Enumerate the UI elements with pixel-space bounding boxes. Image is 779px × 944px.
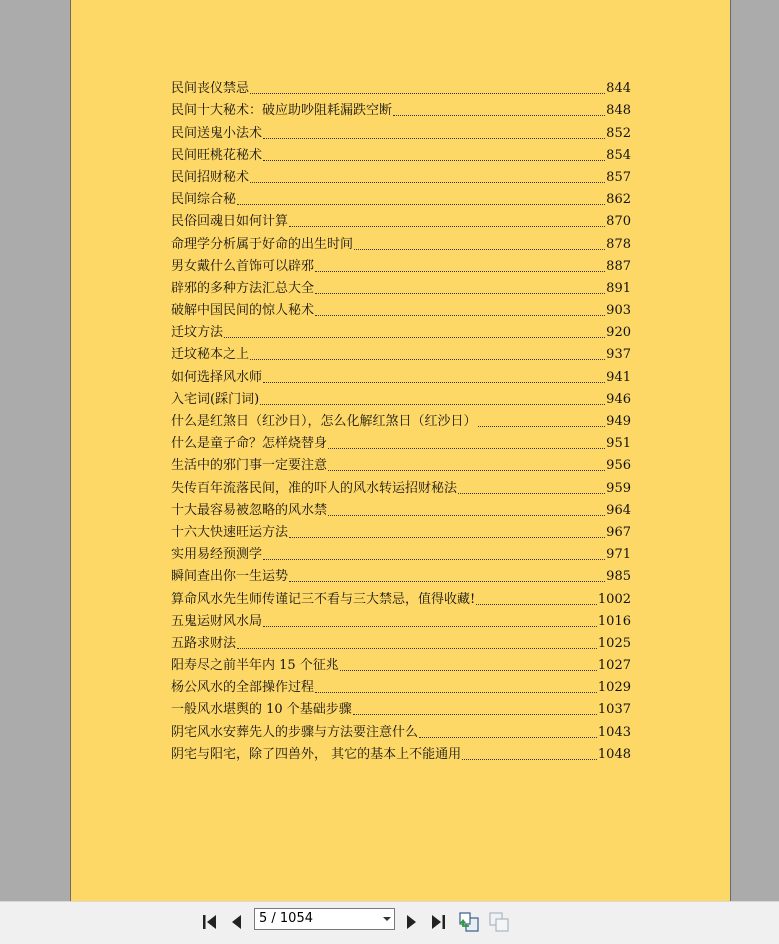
toc-entry[interactable] <box>171 78 631 100</box>
toc-entry-page: 857 <box>606 169 631 185</box>
toc-entry[interactable] <box>171 122 631 144</box>
toc-dot-leader <box>353 714 597 715</box>
toc-entry[interactable] <box>171 455 631 477</box>
toc-entry-page: 903 <box>606 303 631 319</box>
toc-dot-leader <box>328 515 605 516</box>
toc-entry-title: 瞬间查出你一生运势 <box>171 569 289 585</box>
toc-entry[interactable] <box>171 744 631 766</box>
toc-entry-title: 破解中国民间的惊人秘术 <box>171 303 315 319</box>
toc-entry[interactable] <box>171 721 631 743</box>
toc-entry-page: 941 <box>606 369 631 385</box>
toc-entry-title: 十大最容易被忽略的风水禁 <box>171 502 328 518</box>
toc-entry-page: 887 <box>606 258 631 274</box>
toc-entry-page: 862 <box>606 192 631 208</box>
toc-entry-title: 杨公风水的全部操作过程 <box>171 680 315 696</box>
toc-entry-page: 891 <box>606 280 631 296</box>
toc-entry[interactable] <box>171 366 631 388</box>
toc-entry-page: 985 <box>606 569 631 585</box>
toc-dot-leader <box>263 160 605 161</box>
toc-entry-page: 967 <box>606 524 631 540</box>
toc-entry-page: 852 <box>606 125 631 141</box>
toc-entry-page: 1029 <box>597 680 631 696</box>
chevron-down-icon <box>383 917 391 921</box>
toc-entry-title: 民间丧仪禁忌 <box>171 81 250 97</box>
toc-dot-leader <box>250 182 605 183</box>
toc-entry-page: 870 <box>606 214 631 230</box>
toc-dot-leader <box>393 115 605 116</box>
toc-entry-page: 1043 <box>597 724 631 740</box>
toc-entry-title: 阳寿尽之前半年内 15 个征兆 <box>171 658 339 674</box>
toc-entry[interactable] <box>171 278 631 300</box>
table-of-contents <box>171 78 631 766</box>
toc-entry-page: 1016 <box>597 613 631 629</box>
toc-entry-title: 五路求财法 <box>171 635 237 651</box>
toc-entry-page: 964 <box>606 502 631 518</box>
toc-dot-leader <box>289 581 605 582</box>
next-page-icon <box>402 913 420 931</box>
toc-dot-leader <box>263 559 605 560</box>
toc-entry-page: 920 <box>606 325 631 341</box>
toc-entry-page: 1027 <box>597 658 631 674</box>
page-number-select[interactable] <box>254 908 395 930</box>
toc-entry-title: 命理学分析属于好命的出生时间 <box>171 236 354 252</box>
toc-entry-title: 五鬼运财风水局 <box>171 613 263 629</box>
toc-entry[interactable] <box>171 211 631 233</box>
toc-entry[interactable] <box>171 389 631 411</box>
toc-dot-leader <box>237 204 605 205</box>
pdf-page <box>70 0 731 901</box>
toc-entry[interactable] <box>171 633 631 655</box>
toc-entry[interactable] <box>171 588 631 610</box>
first-page-icon <box>200 913 218 931</box>
toc-dot-leader <box>315 271 605 272</box>
toc-entry-page: 971 <box>606 547 631 563</box>
toc-entry[interactable] <box>171 256 631 278</box>
toc-dot-leader <box>224 337 605 338</box>
toc-entry-page: 1037 <box>597 702 631 718</box>
toc-entry[interactable] <box>171 611 631 633</box>
go-forward-icon <box>488 911 510 933</box>
toc-dot-leader <box>340 670 597 671</box>
toc-dot-leader <box>315 692 597 693</box>
toc-entry-page: 1048 <box>597 746 631 762</box>
toc-dot-leader <box>328 448 605 449</box>
toc-entry[interactable] <box>171 100 631 122</box>
toc-entry-title: 民间十大秘术：破应助吵阻耗漏跌空断 <box>171 103 393 119</box>
toc-entry-title: 什么是童子命？怎样烧替身 <box>171 436 328 452</box>
toc-entry[interactable] <box>171 566 631 588</box>
toc-entry-page: 959 <box>606 480 631 496</box>
toc-entry[interactable] <box>171 677 631 699</box>
toc-entry-title: 阴宅与阳宅，除了四兽外， 其它的基本上不能通用 <box>171 746 462 762</box>
toc-entry[interactable] <box>171 544 631 566</box>
toc-dot-leader <box>462 759 597 760</box>
toc-entry-page: 1025 <box>597 635 631 651</box>
toc-entry-title: 实用易经预测学 <box>171 547 263 563</box>
toc-dot-leader <box>260 404 605 405</box>
go-forward-button[interactable] <box>488 911 510 933</box>
navigation-toolbar <box>0 901 779 944</box>
toc-dot-leader <box>458 493 605 494</box>
toc-dot-leader <box>237 648 597 649</box>
toc-dot-leader <box>419 737 597 738</box>
toc-entry-title: 如何选择风水师 <box>171 369 263 385</box>
toc-dot-leader <box>354 249 605 250</box>
toc-entry-title: 失传百年流落民间，准的吓人的风水转运招财秘法 <box>171 480 458 496</box>
toc-entry-title: 阴宅风水安葬先人的步骤与方法要注意什么 <box>171 724 419 740</box>
toc-entry-title: 生活中的邪门事一定要注意 <box>171 458 328 474</box>
toc-entry[interactable] <box>171 477 631 499</box>
toc-dot-leader <box>476 604 597 605</box>
prev-page-icon <box>228 913 246 931</box>
toc-dot-leader <box>250 93 605 94</box>
toc-entry-page: 946 <box>606 391 631 407</box>
toc-entry-page: 937 <box>606 347 631 363</box>
toc-entry-page: 848 <box>606 103 631 119</box>
toc-entry[interactable] <box>171 233 631 255</box>
toc-entry-title: 民间旺桃花秘术 <box>171 147 263 163</box>
toc-entry-title: 十六大快速旺运方法 <box>171 524 289 540</box>
toc-entry-title: 民间综合秘 <box>171 192 237 208</box>
toc-dot-leader <box>263 626 597 627</box>
toc-entry[interactable] <box>171 500 631 522</box>
toc-entry-page: 878 <box>606 236 631 252</box>
toc-entry-page: 854 <box>606 147 631 163</box>
toc-dot-leader <box>250 359 605 360</box>
toc-entry-title: 民间送鬼小法术 <box>171 125 263 141</box>
toc-entry-page: 951 <box>606 436 631 452</box>
toc-entry-title: 什么是红煞日（红沙日），怎么化解红煞日（红沙日） <box>171 414 477 429</box>
toc-entry-page: 844 <box>606 81 631 97</box>
toc-entry-title: 一般风水堪舆的 10 个基础步骤 <box>171 702 352 718</box>
last-page-icon <box>430 913 448 931</box>
toc-entry[interactable] <box>171 433 631 455</box>
toc-entry-title: 入宅词(踩门词) <box>171 391 260 407</box>
toc-dot-leader <box>289 537 605 538</box>
last-page-button[interactable] <box>428 911 450 933</box>
toc-entry-title: 男女戴什么首饰可以辟邪 <box>171 258 315 274</box>
toc-entry[interactable] <box>171 189 631 211</box>
toc-entry-title: 辟邪的多种方法汇总大全 <box>171 280 315 296</box>
toc-entry[interactable] <box>171 699 631 721</box>
first-page-button[interactable] <box>198 911 220 933</box>
toc-dot-leader <box>478 426 606 427</box>
toc-entry-title: 迁坟秘本之上 <box>171 347 250 363</box>
toc-entry-title: 民俗回魂日如何计算 <box>171 214 289 230</box>
go-back-button[interactable] <box>458 911 480 933</box>
toc-entry-page: 949 <box>606 414 631 429</box>
toc-dot-leader <box>263 138 605 139</box>
toc-entry[interactable] <box>171 522 631 544</box>
toc-entry-title: 民间招财秘术 <box>171 169 250 185</box>
toc-dot-leader <box>263 382 605 383</box>
toc-entry-page: 1002 <box>597 591 631 607</box>
toc-entry-title: 迁坟方法 <box>171 325 224 341</box>
toc-entry[interactable] <box>171 145 631 167</box>
toc-entry[interactable] <box>171 344 631 366</box>
toc-entry[interactable] <box>171 167 631 189</box>
prev-page-button[interactable] <box>226 911 248 933</box>
toc-entry[interactable] <box>171 322 631 344</box>
toc-entry[interactable] <box>171 655 631 677</box>
toc-entry[interactable] <box>171 411 631 433</box>
toc-dot-leader <box>315 315 605 316</box>
toc-dot-leader <box>328 470 605 471</box>
toc-dot-leader <box>289 226 605 227</box>
next-page-button[interactable] <box>400 911 422 933</box>
toc-entry-page: 956 <box>606 458 631 474</box>
toc-entry[interactable] <box>171 300 631 322</box>
toc-dot-leader <box>315 293 605 294</box>
page-indicator: 5 / 1054 <box>259 911 313 926</box>
go-back-icon <box>458 911 480 933</box>
toc-entry-title: 算命风水先生师传谨记三不看与三大禁忌，值得收藏! <box>171 591 476 607</box>
